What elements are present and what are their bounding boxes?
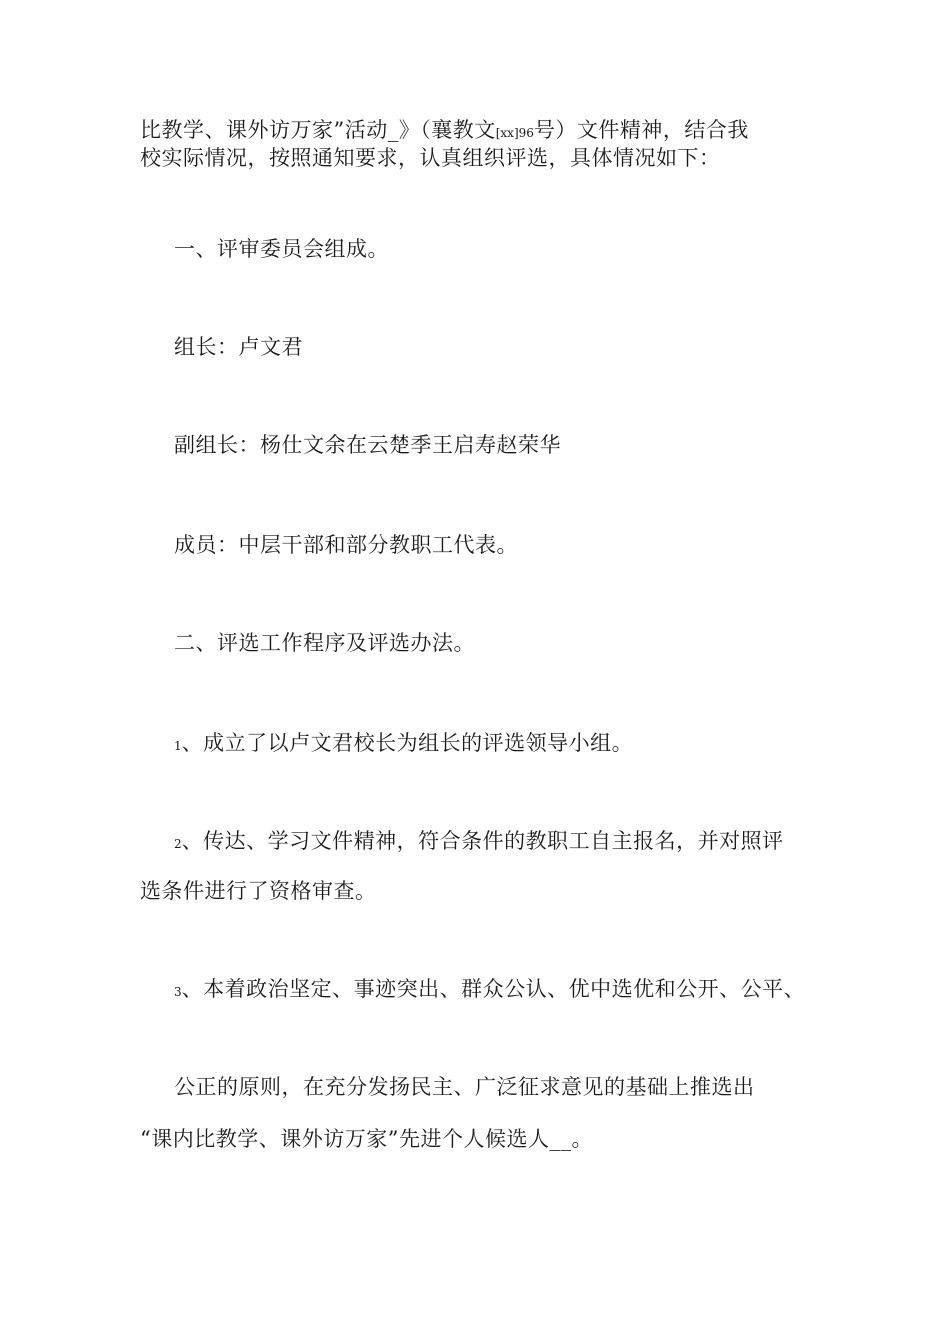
intro-line-2: 校实际情况，按照通知要求，认真组织评选，具体情况如下： bbox=[140, 146, 721, 170]
deputy-leaders-line: 副组长：杨仕文余在云楚季王启寿赵荣华 bbox=[174, 433, 561, 457]
intro-text-b: 号）文件精神，结合我 bbox=[533, 118, 749, 142]
step-2-number: 2 bbox=[174, 837, 182, 851]
intro-text-a: 比教学、课外访万家”活动_》（襄教文 bbox=[140, 118, 496, 142]
step-3-text: 、本着政治坚定、事迹突出、群众公认、优中选优和公开、公平、 bbox=[181, 977, 806, 1001]
step-3-continuation-1: 公正的原则，在充分发扬民主、广泛征求意见的基础上推选出 bbox=[174, 1075, 755, 1099]
step-2 bbox=[174, 827, 784, 858]
members-line: 成员：中层干部和部分教职工代表。 bbox=[174, 533, 518, 557]
intro-line-1 bbox=[140, 116, 749, 147]
section-2-heading: 二、评选工作程序及评选办法。 bbox=[174, 631, 475, 655]
step-2-continuation: 选条件进行了资格审查。 bbox=[140, 879, 377, 903]
document-code: [xx]96 bbox=[495, 126, 534, 140]
step-3-continuation-2: “课内比教学、课外访万家”先进个人候选人__。 bbox=[140, 1127, 593, 1151]
step-1 bbox=[174, 729, 633, 760]
section-1-heading: 一、评审委员会组成。 bbox=[174, 237, 389, 261]
step-3 bbox=[174, 975, 805, 1006]
leader-line: 组长：卢文君 bbox=[174, 335, 303, 359]
step-3-number: 3 bbox=[174, 985, 182, 999]
step-2-text: 、传达、学习文件精神，符合条件的教职工自主报名，并对照评 bbox=[181, 829, 784, 853]
step-1-text: 、成立了以卢文君校长为组长的评选领导小组。 bbox=[181, 731, 634, 755]
step-1-number: 1 bbox=[174, 739, 182, 753]
